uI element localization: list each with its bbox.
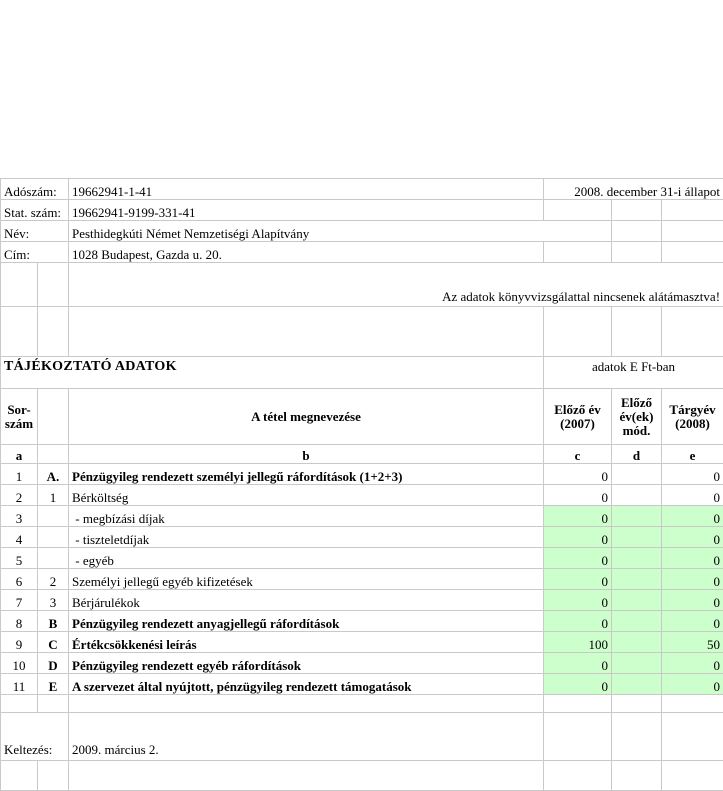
letter-d: d [612, 445, 662, 464]
date-value: 2009. március 2. [69, 713, 544, 761]
row-name: - megbízási díjak [69, 506, 544, 527]
mod-line2: év(ek) [615, 410, 658, 424]
row-curr-value: 50 [662, 632, 723, 653]
row-number: 5 [1, 548, 38, 569]
empty-cell [662, 307, 723, 357]
empty-cell [69, 761, 544, 791]
empty-cell [38, 389, 69, 445]
row-curr-value: 0 [662, 527, 723, 548]
row-code [38, 527, 69, 548]
row-curr-value: 0 [662, 485, 723, 506]
empty-cell [544, 713, 612, 761]
mod-header [612, 389, 662, 445]
row-code: 1 [38, 485, 69, 506]
empty-cell [662, 242, 723, 263]
row-prev-value: 0 [544, 674, 612, 695]
empty-cell [544, 695, 612, 713]
empty-cell [38, 695, 69, 713]
row-name: - tiszteletdíjak [69, 527, 544, 548]
empty-cell [38, 761, 69, 791]
allapot-date: 2008. december 31-i állapot [544, 179, 723, 200]
prev-line2: (2007) [547, 417, 608, 431]
row-mod-value [612, 590, 662, 611]
empty-cell [662, 761, 723, 791]
date-row [1, 713, 723, 761]
table-row [1, 548, 723, 569]
row-mod-value [612, 632, 662, 653]
row-name: Pénzügyileg rendezett anyagjellegű ráfordítások [69, 611, 544, 632]
empty-cell [1, 695, 38, 713]
row-curr-value: 0 [662, 464, 723, 485]
row-mod-value [612, 527, 662, 548]
empty-cell [38, 263, 69, 307]
row-name: Személyi jellegű egyéb kifizetések [69, 569, 544, 590]
stat-label: Stat. szám: [1, 200, 69, 221]
row-code [38, 506, 69, 527]
spacer-row [1, 307, 723, 357]
audit-notice: Az adatok könyvvizsgálattal nincsenek alátámasztva! [69, 263, 723, 307]
row-number: 4 [1, 527, 38, 548]
row-mod-value [612, 611, 662, 632]
column-header-row [1, 389, 723, 445]
row-curr-value: 0 [662, 590, 723, 611]
letter-b: b [69, 445, 544, 464]
row-prev-value: 0 [544, 506, 612, 527]
section-row [1, 357, 723, 389]
row-code: D [38, 653, 69, 674]
table-row [1, 674, 723, 695]
row-curr-value: 0 [662, 506, 723, 527]
table-row [1, 632, 723, 653]
row-prev-value: 0 [544, 464, 612, 485]
notice-row [1, 263, 723, 307]
row-code: E [38, 674, 69, 695]
letter-a: a [1, 445, 38, 464]
row-mod-value [612, 569, 662, 590]
row-prev-value: 0 [544, 527, 612, 548]
row-number: 6 [1, 569, 38, 590]
row-code: 3 [38, 590, 69, 611]
empty-cell [38, 445, 69, 464]
mod-line3: mód. [615, 424, 658, 438]
row-number: 2 [1, 485, 38, 506]
gap-row [1, 695, 723, 713]
row-code: 2 [38, 569, 69, 590]
row-name: Pénzügyileg rendezett személyi jellegű ráfordítások (1+2+3) [69, 464, 544, 485]
letter-row [1, 445, 723, 464]
empty-cell [662, 221, 723, 242]
empty-cell [662, 695, 723, 713]
table-row [1, 653, 723, 674]
trailing-row [1, 761, 723, 791]
empty-cell [612, 221, 662, 242]
table-row [1, 506, 723, 527]
stat-value: 19662941-9199-331-41 [69, 200, 544, 221]
empty-cell [544, 242, 612, 263]
empty-cell [1, 263, 38, 307]
row-name: A szervezet által nyújtott, pénzügyileg rendezett támogatások [69, 674, 544, 695]
row-name: Pénzügyileg rendezett egyéb ráfordítások [69, 653, 544, 674]
row-mod-value [612, 548, 662, 569]
row-code [38, 548, 69, 569]
row-prev-value: 100 [544, 632, 612, 653]
empty-cell [1, 307, 38, 357]
name-header: A tétel megnevezése [69, 389, 544, 445]
row-curr-value: 0 [662, 569, 723, 590]
empty-cell [544, 200, 612, 221]
data-rows [1, 464, 723, 695]
empty-cell [544, 307, 612, 357]
row-prev-value: 0 [544, 653, 612, 674]
row-mod-value [612, 485, 662, 506]
letter-c: c [544, 445, 612, 464]
empty-cell [612, 695, 662, 713]
empty-cell [612, 713, 662, 761]
row-number: 7 [1, 590, 38, 611]
empty-cell [69, 307, 544, 357]
row-name: Értékcsökkenési leírás [69, 632, 544, 653]
row-prev-value: 0 [544, 569, 612, 590]
curr-line1: Tárgyév [665, 403, 720, 417]
sorszam-line2: szám [4, 417, 34, 431]
row-name: Bérjárulékok [69, 590, 544, 611]
sorszam-line1: Sor- [4, 403, 34, 417]
table-row [1, 485, 723, 506]
empty-cell [69, 695, 544, 713]
cim-row [1, 242, 723, 263]
row-code: B [38, 611, 69, 632]
table-row [1, 569, 723, 590]
empty-cell [612, 242, 662, 263]
section-title: TÁJÉKOZTATÓ ADATOK [1, 357, 544, 389]
unit-label: adatok E Ft-ban [544, 357, 723, 389]
row-code: C [38, 632, 69, 653]
prev-line1: Előző év [547, 403, 608, 417]
row-code: A. [38, 464, 69, 485]
cim-label: Cím: [1, 242, 69, 263]
report-sheet [0, 178, 723, 791]
row-curr-value: 0 [662, 674, 723, 695]
empty-cell [612, 761, 662, 791]
row-curr-value: 0 [662, 653, 723, 674]
table-row [1, 464, 723, 485]
row-prev-value: 0 [544, 548, 612, 569]
row-prev-value: 0 [544, 485, 612, 506]
adoszam-value: 19662941-1-41 [69, 179, 544, 200]
prev-year-header [544, 389, 612, 445]
empty-cell [544, 761, 612, 791]
row-mod-value [612, 464, 662, 485]
date-label: Keltezés: [1, 713, 69, 761]
row-name: Bérköltség [69, 485, 544, 506]
sorszam-header [1, 389, 38, 445]
nev-value: Pesthidegkúti Német Nemzetiségi Alapítvány [69, 221, 612, 242]
nev-row [1, 221, 723, 242]
row-number: 3 [1, 506, 38, 527]
table-row [1, 527, 723, 548]
row-number: 8 [1, 611, 38, 632]
row-number: 9 [1, 632, 38, 653]
cim-value: 1028 Budapest, Gazda u. 20. [69, 242, 544, 263]
curr-line2: (2008) [665, 417, 720, 431]
letter-e: e [662, 445, 723, 464]
row-name: - egyéb [69, 548, 544, 569]
row-mod-value [612, 653, 662, 674]
adoszam-label: Adószám: [1, 179, 69, 200]
row-curr-value: 0 [662, 611, 723, 632]
mod-line1: Előző [615, 396, 658, 410]
empty-cell [38, 307, 69, 357]
row-number: 1 [1, 464, 38, 485]
row-curr-value: 0 [662, 548, 723, 569]
nev-label: Név: [1, 221, 69, 242]
table-row [1, 611, 723, 632]
curr-year-header [662, 389, 723, 445]
table-row [1, 590, 723, 611]
row-prev-value: 0 [544, 611, 612, 632]
empty-cell [612, 200, 662, 221]
empty-cell [662, 200, 723, 221]
adoszam-row [1, 179, 723, 200]
empty-cell [612, 307, 662, 357]
row-mod-value [612, 674, 662, 695]
row-number: 11 [1, 674, 38, 695]
row-mod-value [612, 506, 662, 527]
row-number: 10 [1, 653, 38, 674]
row-prev-value: 0 [544, 590, 612, 611]
empty-cell [1, 761, 38, 791]
empty-cell [662, 713, 723, 761]
stat-row [1, 200, 723, 221]
